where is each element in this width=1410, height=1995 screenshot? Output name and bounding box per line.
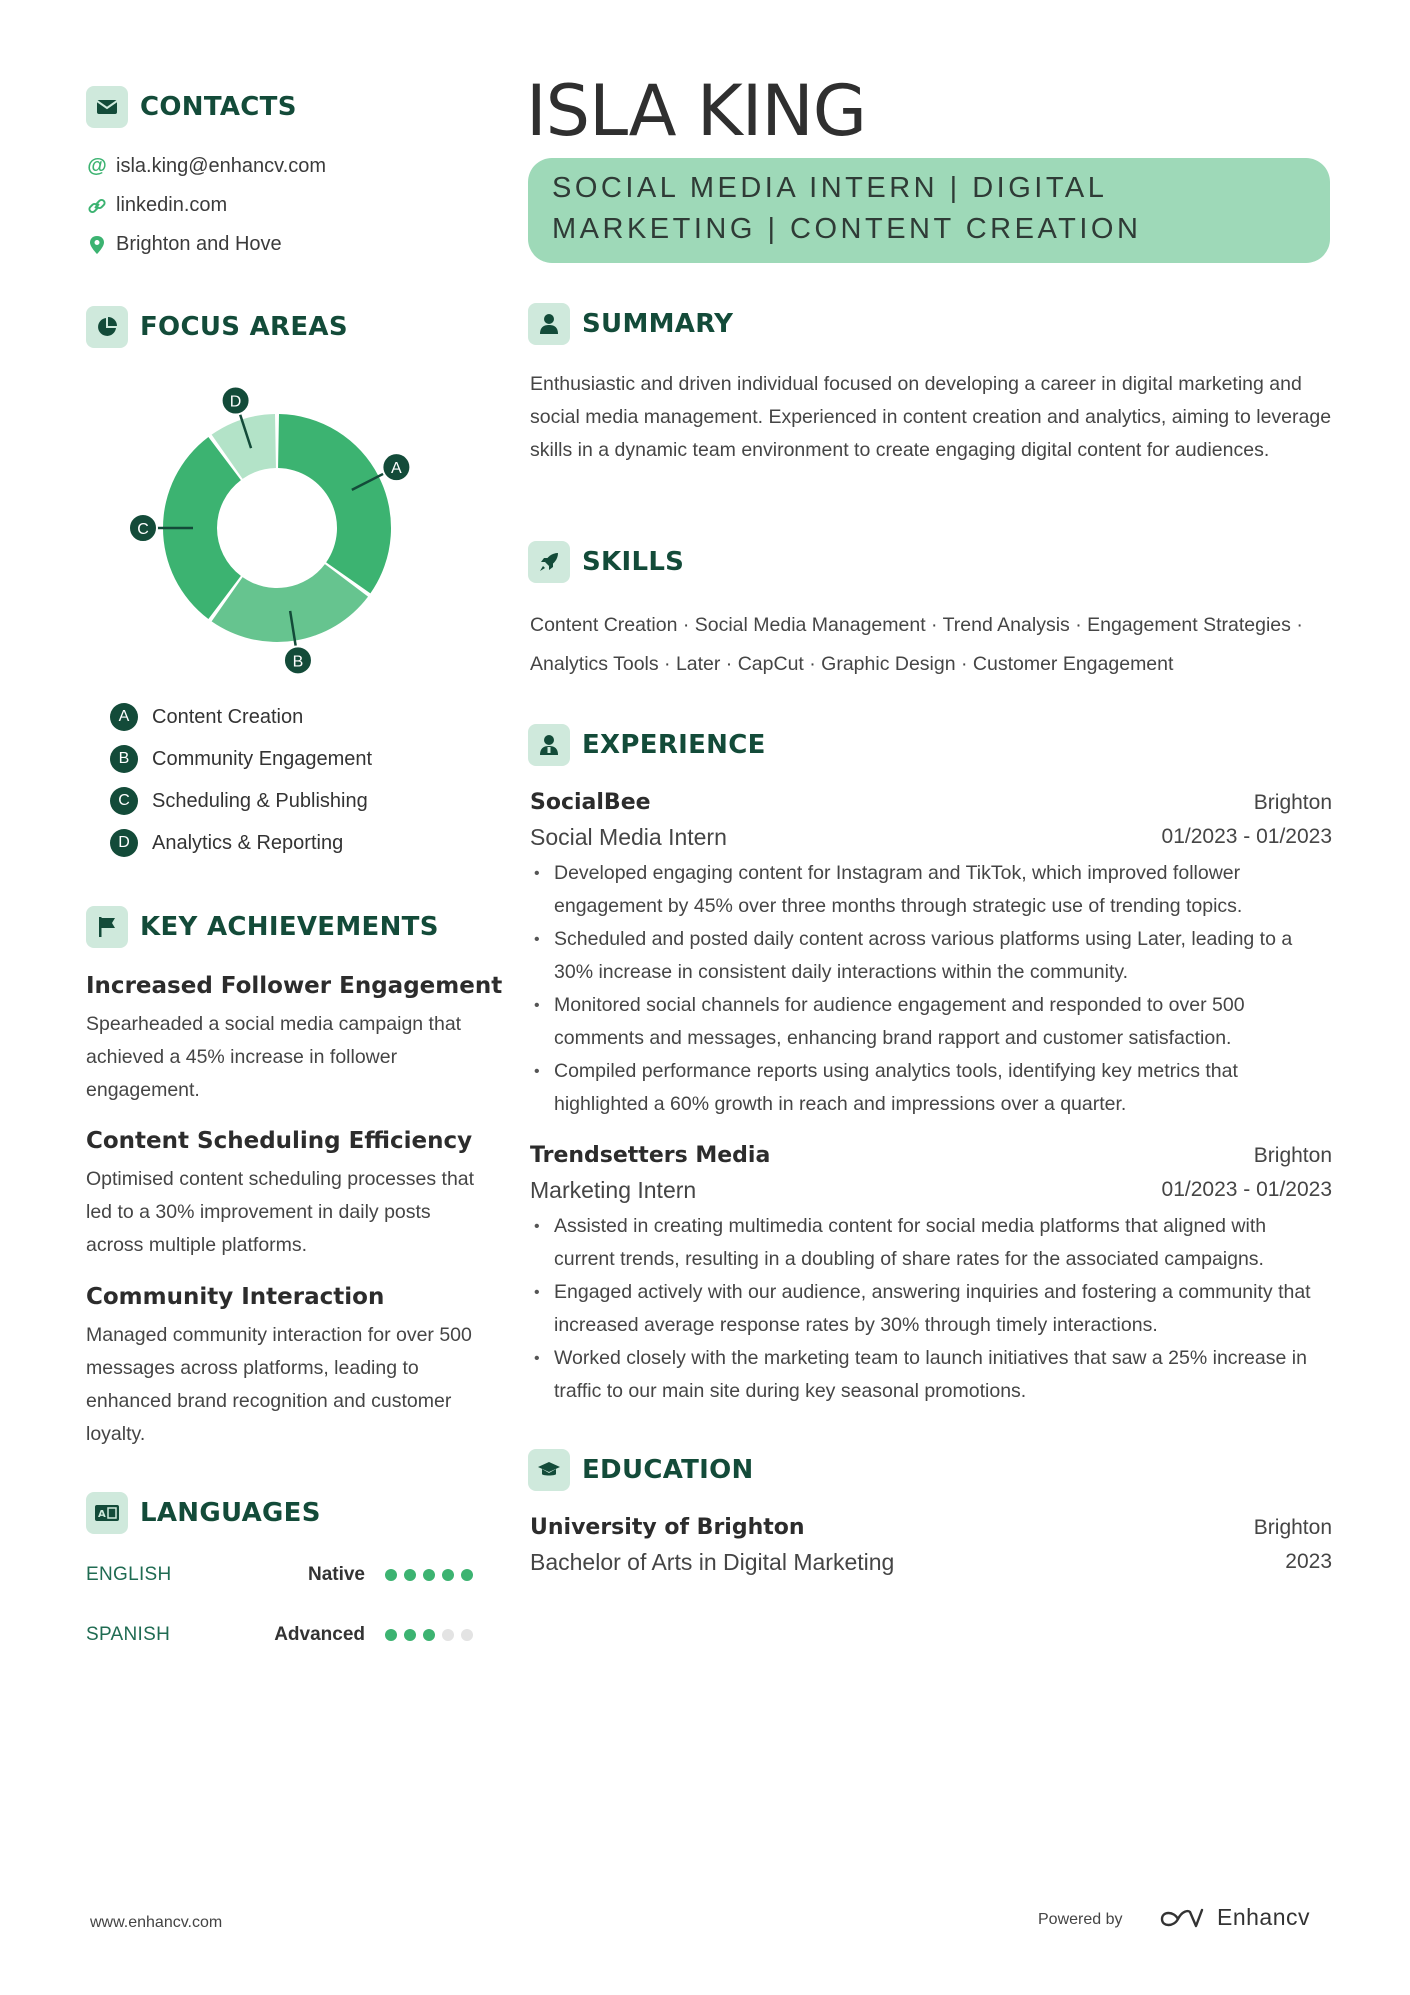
legend-item bbox=[110, 745, 372, 773]
legend-badge: C bbox=[110, 787, 138, 815]
contacts-title: CONTACTS bbox=[140, 92, 297, 122]
achievement-1-title: Increased Follower Engagement bbox=[86, 973, 503, 999]
donut-label-text: C bbox=[137, 521, 149, 538]
location-pin-icon bbox=[86, 235, 108, 255]
donut-label-text: A bbox=[391, 460, 402, 478]
legend-label: Content Creation bbox=[152, 705, 304, 728]
footer-website[interactable]: www.enhancv.com bbox=[90, 1914, 223, 1931]
rating-dot bbox=[404, 1569, 416, 1581]
job-1-bullet-2: • Scheduled and posted daily content across various platforms using Later, leading to a 30% increase in consistent daily interactions within the community. bbox=[530, 923, 1330, 989]
language-2-level: Advanced bbox=[274, 1624, 365, 1645]
job-2-bullets bbox=[530, 1210, 1330, 1408]
title-line-1: SOCIAL MEDIA INTERN | DIGITAL bbox=[552, 172, 1108, 204]
legend-item bbox=[110, 787, 368, 815]
focus-title: FOCUS AREAS bbox=[140, 312, 348, 342]
skills-title: SKILLS bbox=[582, 547, 685, 577]
rating-dot bbox=[423, 1569, 435, 1581]
donut-label-text: B bbox=[292, 653, 304, 671]
legend-item bbox=[110, 829, 343, 857]
enhancv-logo-icon bbox=[1158, 1906, 1204, 1937]
footer-powered-by: Powered by bbox=[1038, 1911, 1123, 1928]
job-1-bullet-4: • Compiled performance reports using analytics tools, identifying key metrics that highlighted a 60% growth in reach and impressions over a quarter. bbox=[530, 1055, 1330, 1121]
job-2-location: Brighton bbox=[1253, 1144, 1332, 1167]
contact-linkedin[interactable] bbox=[86, 194, 227, 217]
education-school: University of Brighton bbox=[530, 1515, 805, 1540]
education-location: Brighton bbox=[1253, 1516, 1332, 1539]
legend-label: Community Engagement bbox=[152, 747, 373, 770]
rating-dot bbox=[423, 1629, 435, 1641]
at-icon: @ bbox=[87, 155, 107, 177]
briefcase-person-icon bbox=[528, 724, 570, 766]
legend-badge: A bbox=[110, 703, 138, 731]
job-1-bullets bbox=[530, 857, 1330, 1121]
language-1-name: ENGLISH bbox=[86, 1564, 172, 1585]
rating-dot bbox=[461, 1569, 473, 1581]
skills-line-2: Analytics Tools · Later · CapCut · Graphic Design · Customer Engagement bbox=[530, 653, 1174, 675]
job-1-bullet-1: • Developed engaging content for Instagram and TikTok, which improved follower engagement by 45% over three months through strategic use of trending topics. bbox=[530, 857, 1330, 923]
skills-line-1: Content Creation · Social Media Management · Trend Analysis · Engagement Strategies · bbox=[530, 614, 1303, 636]
achievement-2-title: Content Scheduling Efficiency bbox=[86, 1128, 473, 1154]
job-1-location: Brighton bbox=[1253, 791, 1332, 814]
job-2-company: Trendsetters Media bbox=[530, 1143, 771, 1168]
focus-donut-chart bbox=[120, 375, 420, 675]
achievement-2-text: Optimised content scheduling processes that led to a 30% improvement in daily posts across multiple platforms. bbox=[86, 1168, 475, 1256]
rating-dot bbox=[461, 1629, 473, 1641]
donut-slice-a bbox=[278, 414, 391, 593]
education-year: 2023 bbox=[1285, 1550, 1332, 1573]
achievement-1-text: Spearheaded a social media campaign that achieved a 45% increase in follower engagement. bbox=[86, 1013, 462, 1101]
education-degree: Bachelor of Arts in Digital Marketing bbox=[530, 1549, 895, 1575]
legend-badge: B bbox=[110, 745, 138, 773]
title-banner bbox=[528, 158, 1330, 263]
legend-badge: D bbox=[110, 829, 138, 857]
rating-dot bbox=[404, 1629, 416, 1641]
flag-icon bbox=[86, 906, 128, 948]
language-2-rating bbox=[385, 1629, 473, 1641]
email-text: isla.king@enhancv.com bbox=[116, 155, 327, 177]
job-1-bullet-3: • Monitored social channels for audience engagement and responded to over 500 comments and messages, enhancing brand rapport and customer satisfaction. bbox=[530, 989, 1330, 1055]
rating-dot bbox=[385, 1569, 397, 1581]
rocket-icon bbox=[528, 541, 570, 583]
job-2-bullet-3: • Worked closely with the marketing team to launch initiatives that saw a 25% increase in traffic to our main site during key seasonal promotions. bbox=[530, 1342, 1330, 1408]
linkedin-text: linkedin.com bbox=[116, 194, 228, 216]
donut-label-text: D bbox=[229, 393, 242, 411]
title-line-2: MARKETING | CONTENT CREATION bbox=[552, 213, 1142, 245]
legend-label: Scheduling & Publishing bbox=[152, 789, 368, 812]
job-1-company: SocialBee bbox=[530, 790, 651, 815]
languages-title: LANGUAGES bbox=[140, 1498, 321, 1528]
pie-chart-icon bbox=[86, 306, 128, 348]
candidate-name: ISLA KING bbox=[526, 70, 866, 152]
graduation-cap-icon bbox=[528, 1449, 570, 1491]
experience-title: EXPERIENCE bbox=[582, 730, 766, 760]
achievement-3-title: Community Interaction bbox=[86, 1284, 385, 1310]
job-1-role: Social Media Intern bbox=[530, 824, 727, 850]
rating-dot bbox=[385, 1629, 397, 1641]
rating-dot bbox=[442, 1569, 454, 1581]
language-2-name: SPANISH bbox=[86, 1624, 171, 1645]
location-text: Brighton and Hove bbox=[116, 233, 282, 255]
person-icon bbox=[528, 303, 570, 345]
svg-text:A: A bbox=[98, 1509, 106, 1520]
summary-text: Enthusiastic and driven individual focused on developing a career in digital marketing and social media management. Experienced in content creation and analytics, aiming to leverage skills in a dynamic team environment to create engaging digital content for audiences. bbox=[530, 373, 1332, 461]
link-icon bbox=[86, 196, 108, 216]
contacts-icon bbox=[86, 86, 128, 128]
job-1-dates: 01/2023 - 01/2023 bbox=[1161, 825, 1332, 848]
contact-email[interactable] bbox=[86, 155, 326, 178]
language-icon bbox=[86, 1492, 128, 1534]
job-2-role: Marketing Intern bbox=[530, 1177, 697, 1203]
contact-location bbox=[86, 233, 282, 256]
footer-brand: Enhancv bbox=[1217, 1904, 1311, 1930]
language-1-rating bbox=[385, 1569, 473, 1581]
education-title: EDUCATION bbox=[582, 1455, 754, 1485]
job-2-dates: 01/2023 - 01/2023 bbox=[1161, 1178, 1332, 1201]
language-1-level: Native bbox=[307, 1564, 365, 1585]
achievement-3-text: Managed community interaction for over 500 messages across platforms, leading to enhanced brand recognition and customer loyalty. bbox=[86, 1324, 472, 1445]
achievements-title: KEY ACHIEVEMENTS bbox=[140, 912, 439, 942]
legend-label: Analytics & Reporting bbox=[152, 831, 344, 854]
rating-dot bbox=[442, 1629, 454, 1641]
job-2-bullet-1: • Assisted in creating multimedia content for social media platforms that aligned with current trends, resulting in a doubling of share rates for the associated campaigns. bbox=[530, 1210, 1330, 1276]
job-2-bullet-2: • Engaged actively with our audience, answering inquiries and fostering a community that increased average response rates by 30% through timely interactions. bbox=[530, 1276, 1330, 1342]
legend-item bbox=[110, 703, 303, 731]
summary-title: SUMMARY bbox=[582, 309, 734, 339]
